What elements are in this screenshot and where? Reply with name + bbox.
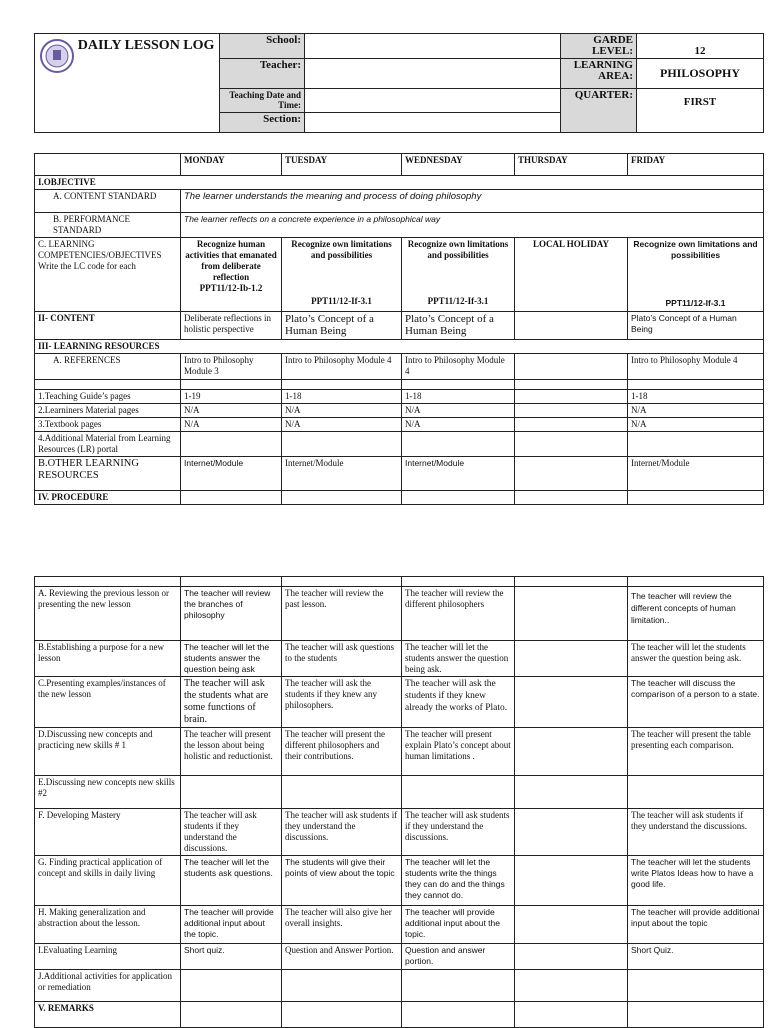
- content-friday: Plato’s Concept of a Human Being: [628, 312, 764, 340]
- additional-material-label: 4.Additional Material from Learning Resources (LR) portal: [35, 432, 181, 457]
- procedure-thursday: [515, 641, 628, 677]
- procedure-thursday: [515, 856, 628, 906]
- lc-tuesday-text: Recognize own limitations and possibilities: [291, 239, 392, 260]
- tg-label: 1.Teaching Guide’s pages: [35, 390, 181, 404]
- lm-friday: N/A: [628, 404, 764, 418]
- procedure-monday: The teacher will ask students if they understand the discussions.: [181, 809, 282, 856]
- tb-label: 3.Textbook pages: [35, 418, 181, 432]
- add-thursday: [515, 432, 628, 457]
- content-thursday: [515, 312, 628, 340]
- lc-thursday: LOCAL HOLIDAY: [515, 238, 628, 312]
- procedure-row: [35, 856, 764, 906]
- other-tuesday: Internet/Module: [282, 457, 402, 491]
- proc-head-cell: [282, 491, 402, 505]
- tg-wednesday: 1-18: [402, 390, 515, 404]
- corner-cell: [35, 154, 181, 176]
- top-spacer: [181, 577, 282, 587]
- grade-label: GARDE LEVEL:: [561, 34, 637, 59]
- other-resources-label: B.OTHER LEARNING RESOURCES: [35, 457, 181, 491]
- procedure-table: [34, 576, 764, 1028]
- lm-thursday: [515, 404, 628, 418]
- procedure-thursday: [515, 728, 628, 776]
- procedure-heading: IV. PROCEDURE: [35, 491, 181, 505]
- procedure-friday: [628, 776, 764, 809]
- procedure-monday: The teacher will review the branches of philosophy: [181, 587, 282, 641]
- lc-tuesday-code: PPT11/12-If-3.1: [311, 296, 372, 306]
- top-spacer: [628, 577, 764, 587]
- procedure-wednesday: The teacher will ask the students if they knew already the works of Plato.: [402, 677, 515, 728]
- procedure-tuesday: The students will give their points of view about the topic: [282, 856, 402, 906]
- procedure-tuesday: [282, 776, 402, 809]
- procedure-label: C.Presenting examples/instances of the new lesson: [35, 677, 181, 728]
- procedure-monday: The teacher will let the students answer the question being ask: [181, 641, 282, 677]
- procedure-row: [35, 776, 764, 809]
- teacher-field: [305, 59, 561, 89]
- procedure-label: J.Additional activities for application or remediation: [35, 970, 181, 1002]
- spacer-cell: [628, 380, 764, 390]
- content-monday: Deliberate reflections in holistic perspective: [181, 312, 282, 340]
- lm-label: 2.Learniners Material pages: [35, 404, 181, 418]
- procedure-monday: The teacher will let the students ask questions.: [181, 856, 282, 906]
- lc-sub: Write the LC code for each: [38, 261, 136, 271]
- ref-tuesday: Intro to Philosophy Module 4: [282, 354, 402, 380]
- procedure-wednesday: [402, 776, 515, 809]
- procedure-row: [35, 641, 764, 677]
- procedure-wednesday: The teacher will review the different philosophers: [402, 587, 515, 641]
- lc-label: C. LEARNING COMPETENCIES/OBJECTIVES: [38, 239, 162, 260]
- procedure-friday: The teacher will let the students write Platos Ideas how to have a good life.: [628, 856, 764, 906]
- lc-wednesday-code: PPT11/12-If-3.1: [427, 296, 489, 306]
- procedure-tuesday: The teacher will also give her overall insights.: [282, 906, 402, 944]
- content-standard-text: The learner understands the meaning and process of doing philosophy: [181, 190, 764, 213]
- top-spacer: [35, 577, 181, 587]
- procedure-wednesday: The teacher will let the students answer the question being ask.: [402, 641, 515, 677]
- procedure-row: [35, 728, 764, 776]
- procedure-wednesday: Question and answer portion.: [402, 944, 515, 970]
- procedure-label: I.Evaluating Learning: [35, 944, 181, 970]
- top-spacer: [515, 577, 628, 587]
- title-cell: [35, 34, 220, 133]
- deped-seal-icon: [39, 38, 75, 74]
- add-wednesday: [402, 432, 515, 457]
- references-label: A. REFERENCES: [35, 354, 181, 380]
- date-label: Teaching Date and Time:: [220, 89, 305, 113]
- area-label: LEARNING AREA:: [561, 59, 637, 89]
- lm-monday: N/A: [181, 404, 282, 418]
- procedure-thursday: [515, 944, 628, 970]
- procedure-friday: The teacher will discuss the comparison of a person to a state.: [628, 677, 764, 728]
- resources-heading: III- LEARNING RESOURCES: [35, 340, 764, 354]
- procedure-monday: The teacher will ask the students what are some functions of brain.: [181, 677, 282, 728]
- ref-friday: Intro to Philosophy Module 4: [628, 354, 764, 380]
- performance-standard-text: The learner reflects on a concrete experience in a philosophical way: [181, 213, 764, 238]
- procedure-monday: Short quiz.: [181, 944, 282, 970]
- procedure-thursday: [515, 809, 628, 856]
- procedure-thursday: [515, 677, 628, 728]
- day-wednesday: WEDNESDAY: [402, 154, 515, 176]
- spacer-cell: [515, 380, 628, 390]
- other-monday: Internet/Module: [181, 457, 282, 491]
- lc-monday-text: Recognize human activities that emanated from deliberate reflection: [185, 239, 277, 282]
- other-wednesday: Internet/Module: [402, 457, 515, 491]
- spacer-cell: [402, 380, 515, 390]
- procedure-friday: The teacher will ask students if they understand the discussions.: [628, 809, 764, 856]
- proc-head-cell: [402, 491, 515, 505]
- tg-thursday: [515, 390, 628, 404]
- procedure-tuesday: Question and Answer Portion.: [282, 944, 402, 970]
- procedure-monday: The teacher will provide additional input about the topic.: [181, 906, 282, 944]
- page-title: DAILY LESSON LOG: [77, 38, 215, 53]
- procedure-tuesday: The teacher will ask students if they understand the discussions.: [282, 809, 402, 856]
- ref-wednesday: Intro to Philosophy Module 4: [402, 354, 515, 380]
- other-friday: Internet/Module: [628, 457, 764, 491]
- procedure-tuesday: The teacher will ask questions to the students: [282, 641, 402, 677]
- procedure-row: [35, 944, 764, 970]
- lc-label-cell: [35, 238, 181, 312]
- quarter-value: FIRST: [637, 89, 764, 133]
- lc-wednesday: [402, 238, 515, 312]
- top-spacer: [282, 577, 402, 587]
- top-spacer: [402, 577, 515, 587]
- lc-friday: [628, 238, 764, 312]
- lc-friday-code: PPT11/12-If-3.1: [665, 298, 726, 308]
- proc-head-cell: [515, 491, 628, 505]
- section-field: [305, 113, 561, 133]
- procedure-row: [35, 970, 764, 1002]
- proc-head-cell: [628, 491, 764, 505]
- procedure-friday: [628, 970, 764, 1002]
- header-table: [34, 33, 764, 133]
- school-field: [305, 34, 561, 59]
- tb-friday: N/A: [628, 418, 764, 432]
- spacer-cell: [282, 380, 402, 390]
- procedure-thursday: [515, 970, 628, 1002]
- procedure-friday: The teacher will let the students answer the question being ask.: [628, 641, 764, 677]
- procedure-label: B.Establishing a purpose for a new lesson: [35, 641, 181, 677]
- add-tuesday: [282, 432, 402, 457]
- ref-monday: Intro to Philosophy Module 3: [181, 354, 282, 380]
- procedure-monday: The teacher will present the lesson about being holistic and reductionist.: [181, 728, 282, 776]
- day-tuesday: TUESDAY: [282, 154, 402, 176]
- procedure-label: E.Discussing new concepts new skills #2: [35, 776, 181, 809]
- remarks-heading: V. REMARKS: [35, 1002, 181, 1028]
- lm-wednesday: N/A: [402, 404, 515, 418]
- area-value: PHILOSOPHY: [637, 59, 764, 89]
- procedure-tuesday: The teacher will ask the students if they knew any philosophers.: [282, 677, 402, 728]
- procedure-tuesday: [282, 970, 402, 1002]
- teacher-label: Teacher:: [220, 59, 305, 89]
- lm-tuesday: N/A: [282, 404, 402, 418]
- tg-monday: 1-19: [181, 390, 282, 404]
- procedure-thursday: [515, 776, 628, 809]
- lc-tuesday: [282, 238, 402, 312]
- proc-head-cell: [181, 491, 282, 505]
- spacer-cell: [181, 380, 282, 390]
- lc-monday: [181, 238, 282, 312]
- procedure-friday: The teacher will present the table presenting each comparison.: [628, 728, 764, 776]
- procedure-friday: The teacher will review the different concepts of human limitation..: [628, 587, 764, 641]
- tb-wednesday: N/A: [402, 418, 515, 432]
- procedure-row: [35, 906, 764, 944]
- tb-thursday: [515, 418, 628, 432]
- procedure-monday: [181, 776, 282, 809]
- school-label: School:: [220, 34, 305, 59]
- day-monday: MONDAY: [181, 154, 282, 176]
- procedure-row: [35, 677, 764, 728]
- content-wednesday: Plato’s Concept of a Human Being: [402, 312, 515, 340]
- procedure-wednesday: The teacher will provide additional input about the topic.: [402, 906, 515, 944]
- date-field: [305, 89, 561, 113]
- procedure-row: [35, 809, 764, 856]
- procedure-friday: Short Quiz.: [628, 944, 764, 970]
- content-standard-label: A. CONTENT STANDARD: [35, 190, 181, 213]
- tg-friday: 1-18: [628, 390, 764, 404]
- procedure-wednesday: The teacher will ask students if they understand the discussions.: [402, 809, 515, 856]
- other-thursday: [515, 457, 628, 491]
- procedure-tuesday: The teacher will present the different philosophers and their contributions.: [282, 728, 402, 776]
- procedure-row: [35, 587, 764, 641]
- lc-friday-text: Recognize own limitations and possibilities: [633, 239, 758, 260]
- procedure-label: G. Finding practical application of concept and skills in daily living: [35, 856, 181, 906]
- procedure-label: H. Making generalization and abstraction about the lesson.: [35, 906, 181, 944]
- tb-monday: N/A: [181, 418, 282, 432]
- procedure-label: A. Reviewing the previous lesson or presenting the new lesson: [35, 587, 181, 641]
- procedure-monday: [181, 970, 282, 1002]
- grade-value: 12: [637, 34, 764, 59]
- quarter-label: QUARTER:: [561, 89, 637, 133]
- procedure-wednesday: The teacher will present explain Plato’s concept about human limitations .: [402, 728, 515, 776]
- procedure-label: F. Developing Mastery: [35, 809, 181, 856]
- performance-standard-label: B. PERFORMANCE STANDARD: [35, 213, 181, 238]
- procedure-friday: The teacher will provide additional input about the topic: [628, 906, 764, 944]
- day-header-row: [35, 154, 764, 176]
- section-label: Section:: [220, 113, 305, 133]
- tg-tuesday: 1-18: [282, 390, 402, 404]
- procedure-thursday: [515, 906, 628, 944]
- objective-heading: I.OBJECTIVE: [35, 176, 764, 190]
- add-monday: [181, 432, 282, 457]
- tb-tuesday: N/A: [282, 418, 402, 432]
- procedure-wednesday: The teacher will let the students write the things they can do and the things they cannot do.: [402, 856, 515, 906]
- procedure-tuesday: The teacher will review the past lesson.: [282, 587, 402, 641]
- content-heading: II- CONTENT: [35, 312, 181, 340]
- ref-thursday: [515, 354, 628, 380]
- add-friday: [628, 432, 764, 457]
- procedure-label: D.Discussing new concepts and practicing new skills # 1: [35, 728, 181, 776]
- content-tuesday: Plato’s Concept of a Human Being: [282, 312, 402, 340]
- day-thursday: THURSDAY: [515, 154, 628, 176]
- spacer-cell: [35, 380, 181, 390]
- day-friday: FRIDAY: [628, 154, 764, 176]
- lc-monday-code: PPT11/12-Ib-1.2: [199, 283, 263, 293]
- procedure-wednesday: [402, 970, 515, 1002]
- procedure-thursday: [515, 587, 628, 641]
- lesson-table: [34, 153, 764, 505]
- lc-wednesday-text: Recognize own limitations and possibilities: [407, 239, 509, 260]
